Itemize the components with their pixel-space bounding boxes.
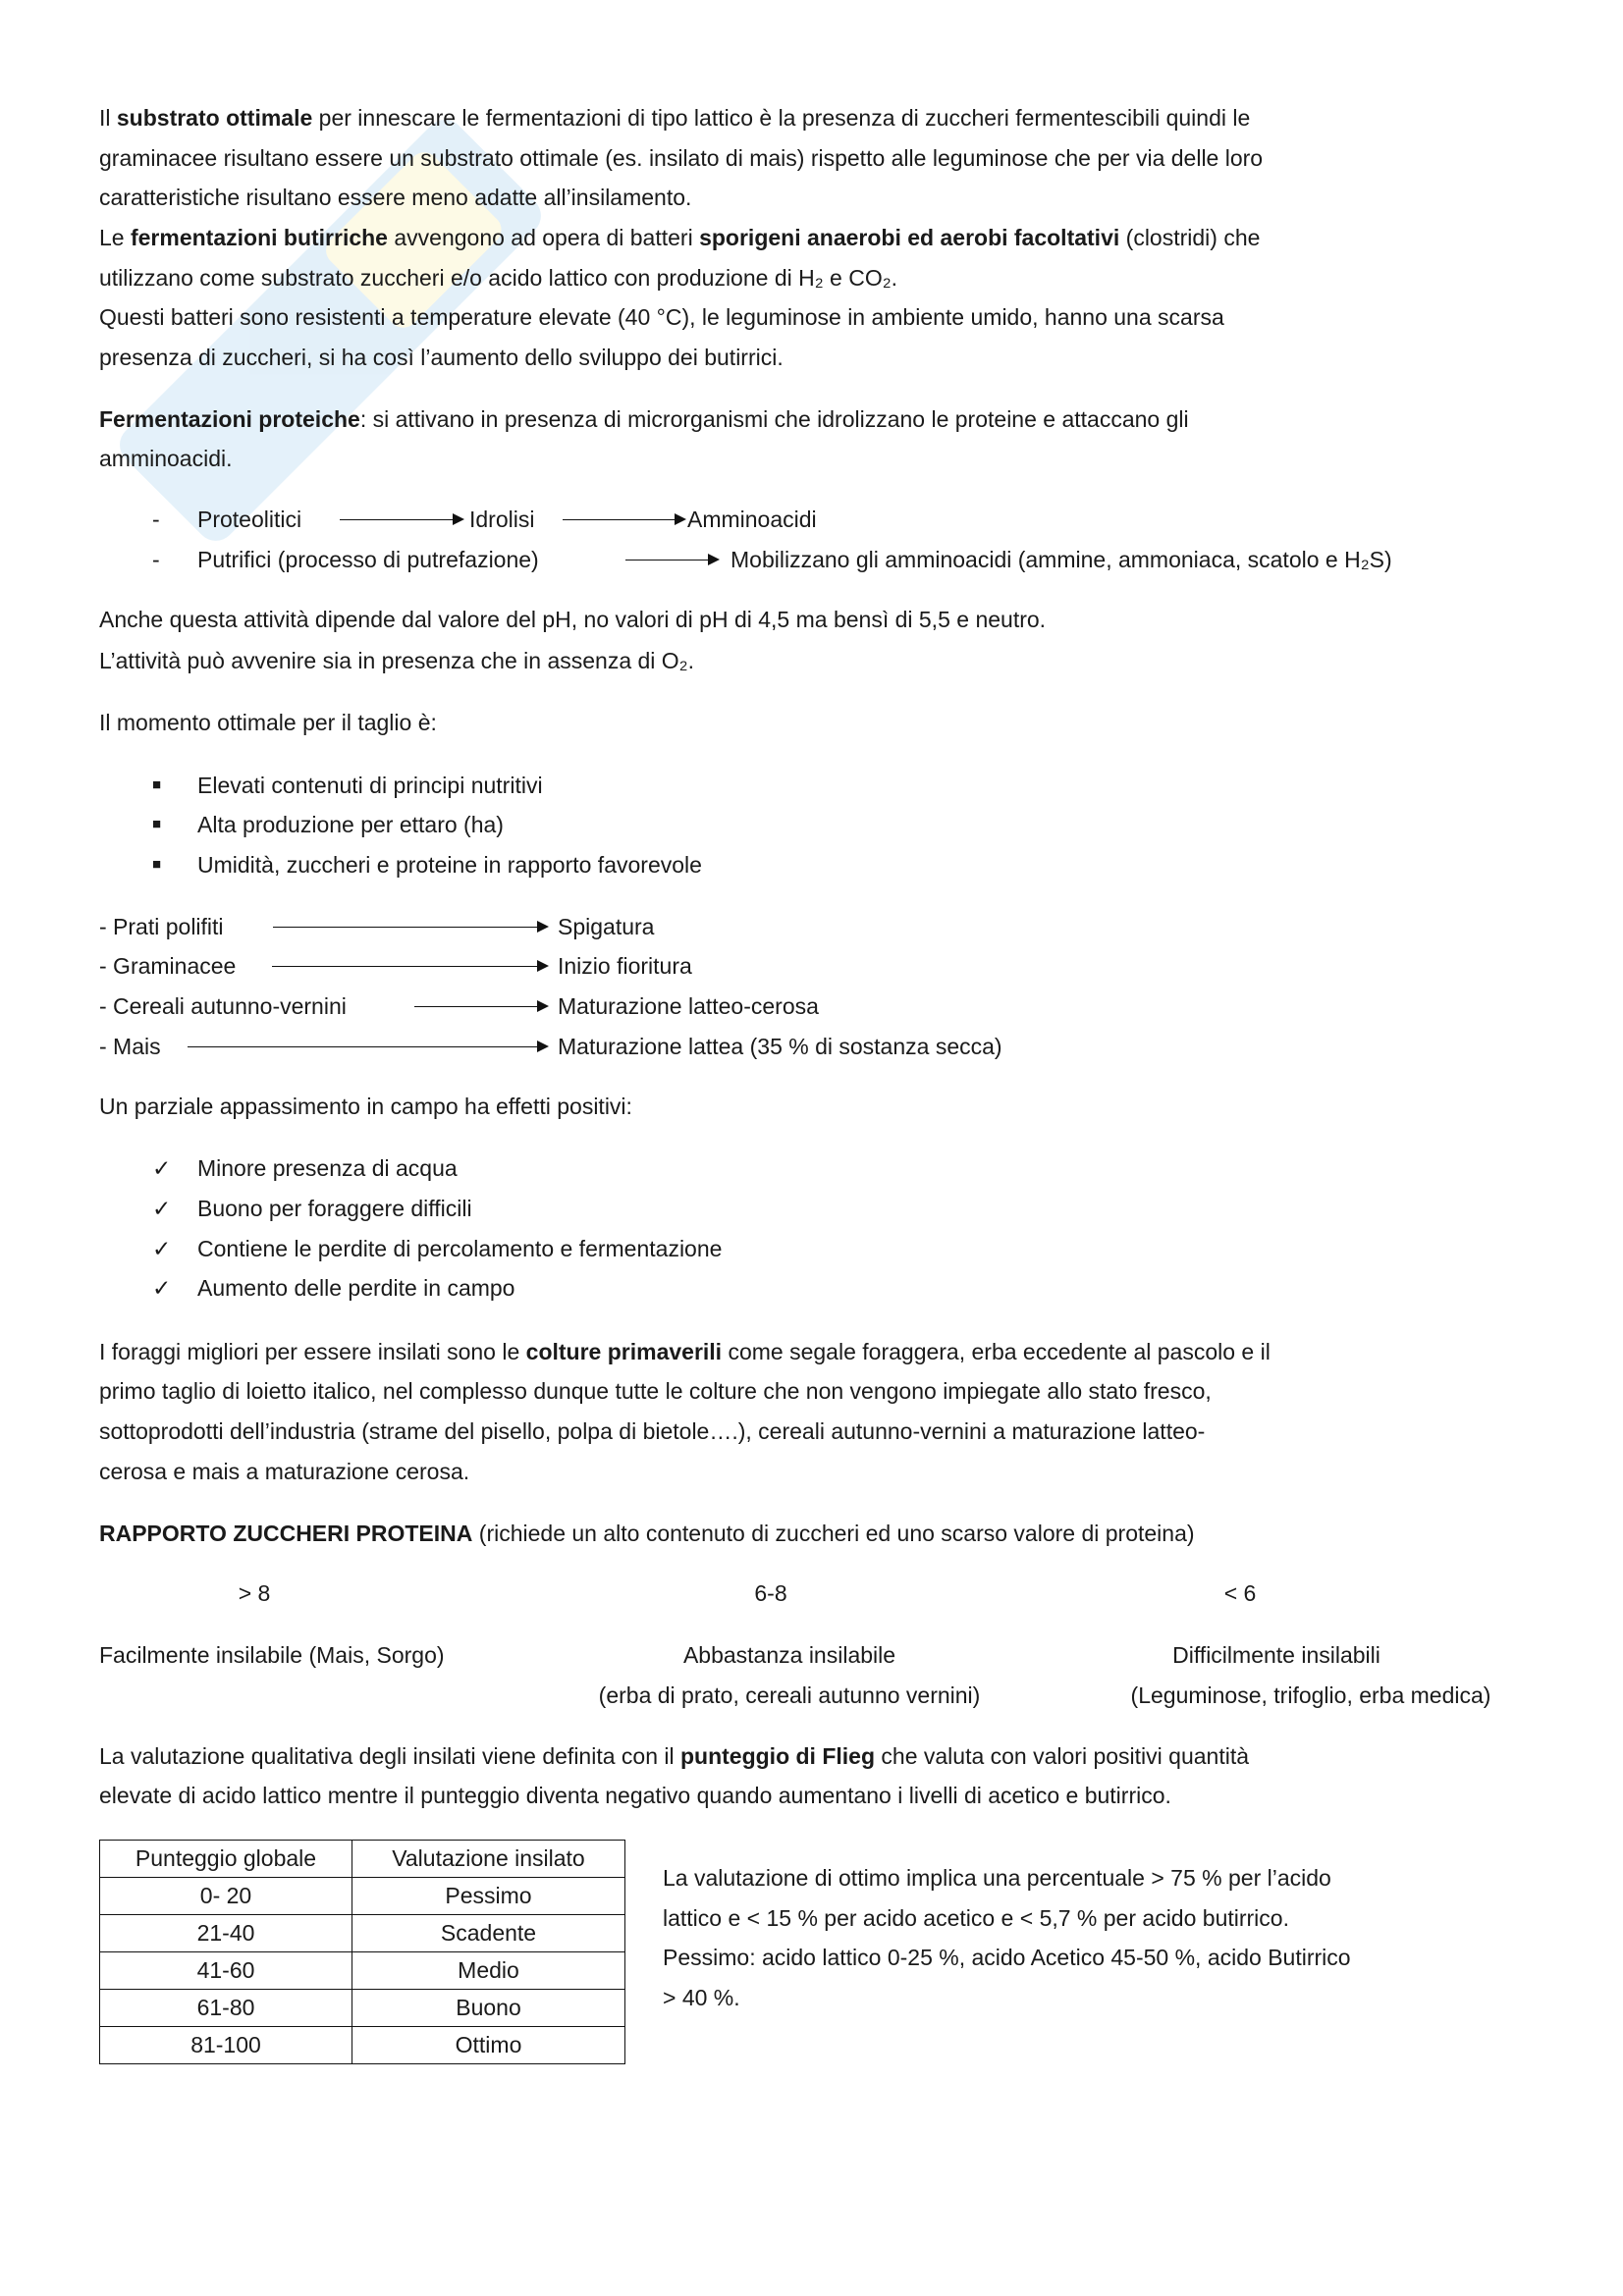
text-line: Il substrato ottimale per innescare le fermentazioni di tipo lattico è la presenza di zuccheri fermentescibili quindi le [99, 105, 1251, 131]
text-line: elevate di acido lattico mentre il punteggio diventa negativo quando aumentano i livelli di acetico e butirrico. [99, 1783, 1171, 1808]
cut-crop: - Prati polifiti [99, 914, 224, 939]
check-icon: ✓ [152, 1155, 172, 1181]
text-line: Il momento ottimale per il taglio è: [99, 710, 437, 735]
rating-cell: Scadente [352, 1915, 625, 1952]
flow-step: Amminoacidi [687, 507, 817, 532]
text-line: Le fermentazioni butirriche avvengono ad opera di batteri sporigeni anaerobi ed aerobi facoltativi (clostridi) che [99, 225, 1261, 250]
arrow-icon [625, 540, 720, 579]
list-item: Aumento delle perdite in campo [197, 1275, 515, 1301]
check-icon: ✓ [152, 1196, 172, 1221]
flow-step: Idrolisi [469, 507, 535, 532]
text-line: La valutazione qualitativa degli insilati viene definita con il punteggio di Flieg che valuta con valori positivi quantità [99, 1743, 1250, 1769]
table-row [100, 1990, 625, 2027]
text-line: sottoprodotti dell’industria (strame del pisello, polpa di bietole….), cereali autunno-vernini a maturazione latteo- [99, 1418, 1206, 1444]
list-item: Alta produzione per ettaro (ha) [197, 812, 504, 837]
section-heading: RAPPORTO ZUCCHERI PROTEINA (richiede un alto contenuto di zuccheri ed uno scarso valore di proteina) [99, 1521, 1195, 1546]
text-line: utilizzano come substrato zuccheri e/o acido lattico con produzione di H₂ e CO₂. [99, 265, 898, 291]
rating-cell: Pessimo [352, 1878, 625, 1915]
text-line: presenza di zuccheri, si ha così l’aumento dello sviluppo dei butirrici. [99, 345, 784, 370]
list-item: Contiene le perdite di percolamento e fermentazione [197, 1236, 723, 1261]
text-line: cerosa e mais a maturazione cerosa. [99, 1459, 470, 1484]
bullet-icon: ■ [152, 776, 162, 793]
ratio-label: Facilmente insilabile (Mais, Sorgo) [99, 1642, 445, 1668]
header-cell: Valutazione insilato [352, 1841, 625, 1878]
ratio-value: 6-8 [754, 1580, 787, 1606]
ratio-value: > 8 [238, 1580, 271, 1606]
text-line: Un parziale appassimento in campo ha effetti positivi: [99, 1094, 632, 1119]
list-item: Elevati contenuti di principi nutritivi [197, 773, 543, 798]
list-item: Minore presenza di acqua [197, 1155, 458, 1181]
score-cell: 0- 20 [100, 1878, 352, 1915]
arrow-icon [563, 500, 686, 539]
table-row [100, 1878, 625, 1915]
arrow-icon [340, 500, 464, 539]
arrow-icon [414, 987, 549, 1026]
cut-stage: Inizio fioritura [558, 953, 692, 979]
text-line: caratteristiche risultano essere meno adatte all’insilamento. [99, 185, 692, 210]
check-icon: ✓ [152, 1236, 172, 1261]
score-cell: 61-80 [100, 1990, 352, 2027]
bullet-icon: ■ [152, 856, 162, 873]
rating-cell: Ottimo [352, 2027, 625, 2064]
text-line: Fermentazioni proteiche: si attivano in presenza di microrganismi che idrolizzano le proteine e attaccano gli [99, 406, 1189, 432]
cut-crop: - Graminacee [99, 953, 237, 979]
table-row [100, 1952, 625, 1990]
table-row [100, 1915, 625, 1952]
ratio-sub: (erba di prato, cereali autunno vernini) [598, 1682, 981, 1708]
side-note-line: lattico e < 15 % per acido acetico e < 5,7 % per acido butirrico. [663, 1905, 1289, 1931]
list-item: Umidità, zuccheri e proteine in rapporto favorevole [197, 852, 702, 878]
text-line: primo taglio di loietto italico, nel complesso dunque tutte le colture che non vengono impiegate allo stato fresco, [99, 1378, 1212, 1404]
dash-marker: - [152, 547, 160, 572]
header-cell: Punteggio globale [100, 1841, 352, 1878]
arrow-icon [272, 946, 549, 986]
text-line: amminoacidi. [99, 446, 233, 471]
text-line: Anche questa attività dipende dal valore del pH, no valori di pH di 4,5 ma bensì di 5,5 e neutro. [99, 607, 1047, 632]
ratio-label: Difficilmente insilabili [1172, 1642, 1380, 1668]
flieg-score-table [99, 1840, 625, 2064]
cut-crop: - Mais [99, 1034, 161, 1059]
text-line: graminacee risultano essere un substrato ottimale (es. insilato di mais) rispetto alle leguminose che per via delle loro [99, 145, 1264, 171]
cut-stage: Maturazione lattea (35 % di sostanza secca) [558, 1034, 1002, 1059]
text-line: Questi batteri sono resistenti a temperature elevate (40 °C), le leguminose in ambiente umido, hanno una scarsa [99, 304, 1224, 330]
side-note-line: La valutazione di ottimo implica una percentuale > 75 % per l’acido [663, 1865, 1331, 1891]
cut-stage: Spigatura [558, 914, 655, 939]
arrow-icon [273, 907, 549, 946]
table-row [100, 2027, 625, 2064]
ratio-sub: (Leguminose, trifoglio, erba medica) [1130, 1682, 1491, 1708]
flow-step: Proteolitici [197, 507, 302, 532]
ratio-value: < 6 [1223, 1580, 1257, 1606]
bullet-icon: ■ [152, 816, 162, 832]
text-line: I foraggi migliori per essere insilati sono le colture primaverili come segale foraggera, erba eccedente al pascolo e il [99, 1339, 1271, 1364]
cut-stage: Maturazione latteo-cerosa [558, 993, 819, 1019]
side-note-line: Pessimo: acido lattico 0-25 %, acido Acetico 45-50 %, acido Butirrico [663, 1945, 1351, 1970]
flow-step: Mobilizzano gli amminoacidi (ammine, ammoniaca, scatolo e H₂S) [730, 547, 1392, 572]
flow-step: Putrifici (processo di putrefazione) [197, 547, 539, 572]
ratio-label: Abbastanza insilabile [682, 1642, 896, 1668]
cut-crop: - Cereali autunno-vernini [99, 993, 347, 1019]
dash-marker: - [152, 507, 160, 532]
score-cell: 81-100 [100, 2027, 352, 2064]
rating-cell: Buono [352, 1990, 625, 2027]
check-icon: ✓ [152, 1275, 172, 1301]
rating-cell: Medio [352, 1952, 625, 1990]
list-item: Buono per foraggere difficili [197, 1196, 472, 1221]
arrow-icon [188, 1027, 549, 1066]
side-note-line: > 40 %. [663, 1985, 740, 2010]
text-line: L’attività può avvenire sia in presenza che in assenza di O₂. [99, 648, 694, 673]
score-cell: 21-40 [100, 1915, 352, 1952]
table-header-row [100, 1841, 625, 1878]
score-cell: 41-60 [100, 1952, 352, 1990]
